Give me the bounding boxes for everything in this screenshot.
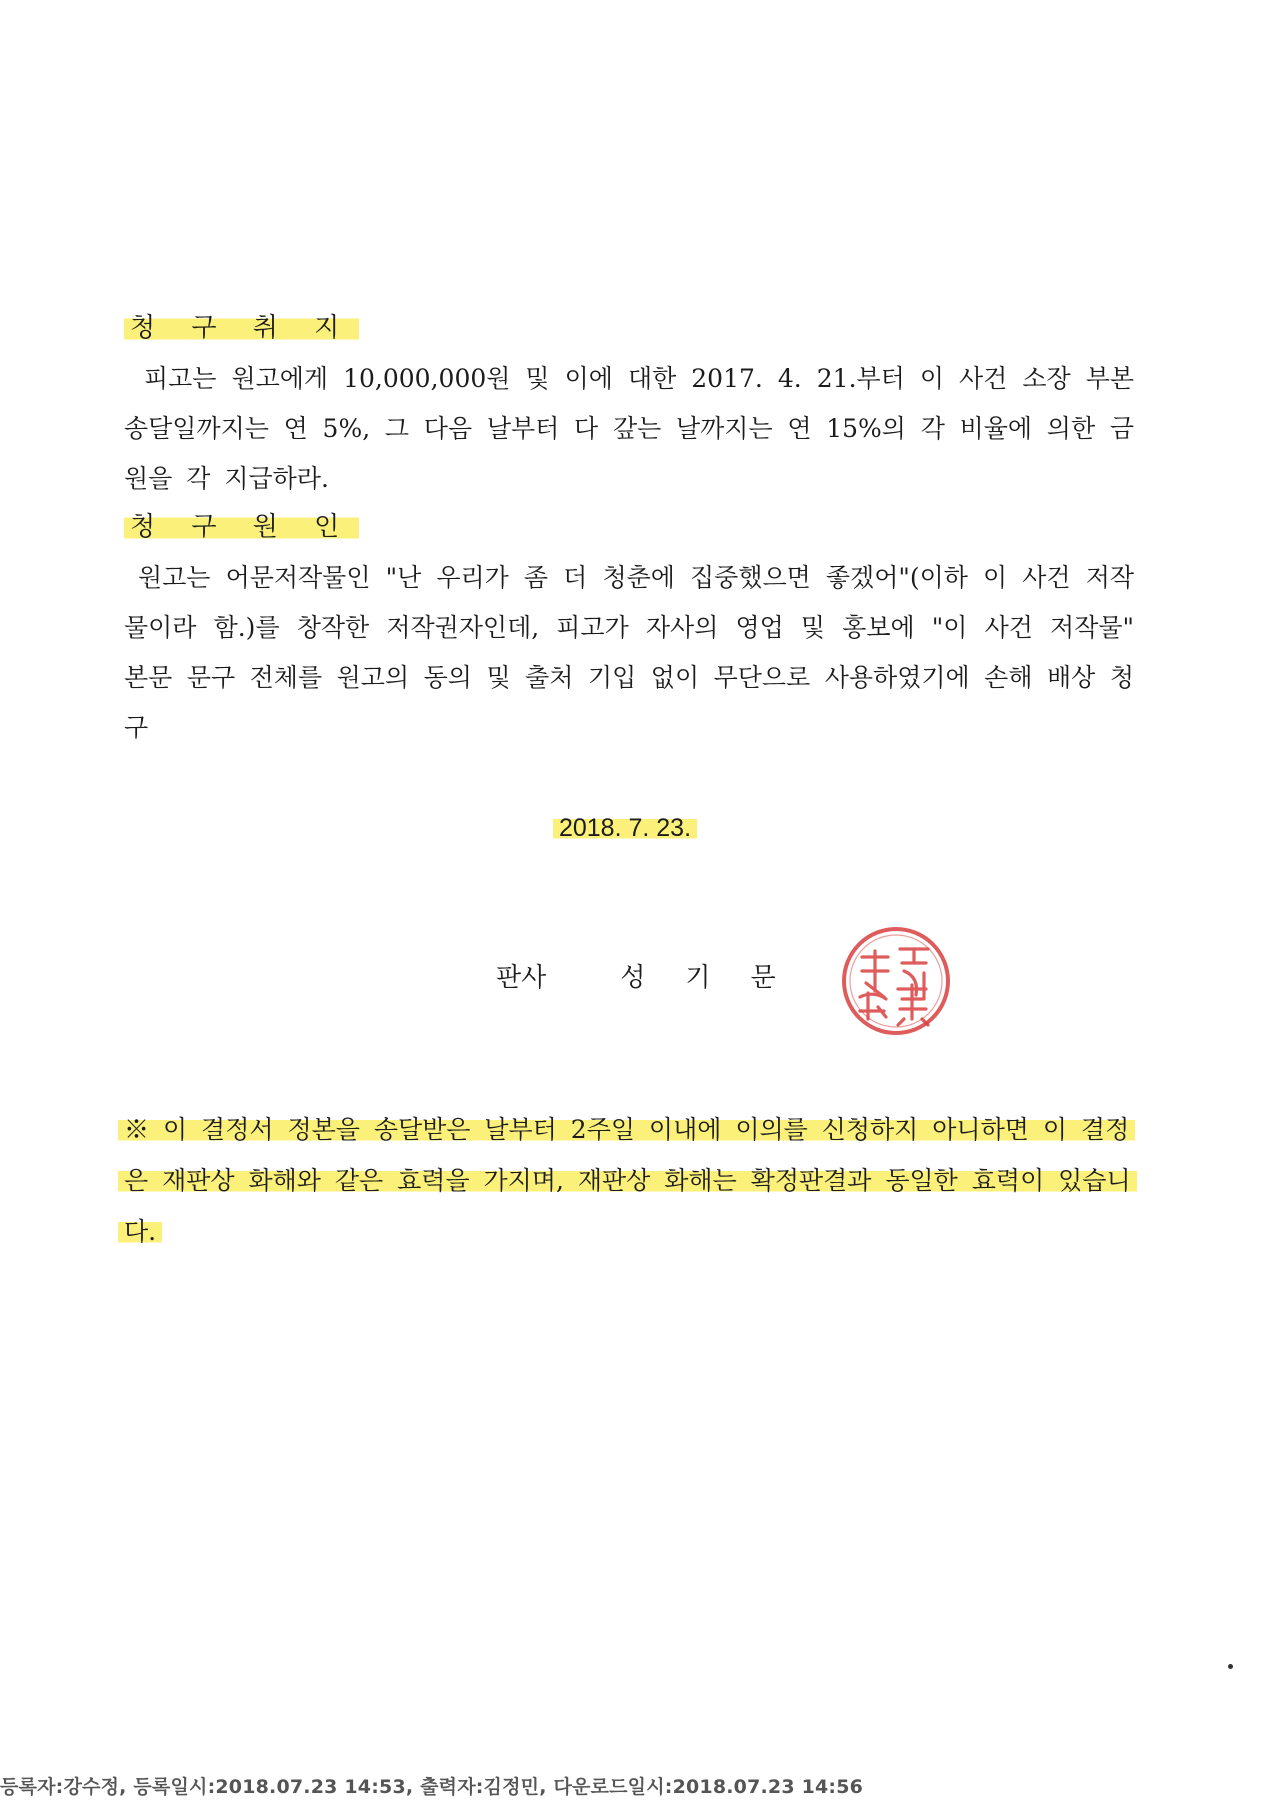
scan-speck xyxy=(1228,1664,1233,1669)
decision-date-text: 2018. 7. 23. xyxy=(553,814,697,842)
judge-signature xyxy=(496,958,816,998)
notice-text xyxy=(118,1104,1133,1257)
claim-purpose-heading-text: 청 구 취 지 xyxy=(124,313,359,343)
judge-seal-stamp xyxy=(838,923,954,1039)
claim-purpose-text: 피고는 원고에게 10,000,000원 및 이에 대한 2017. 4. 21.부터 이 사건 소장 부본 송달일까지는 연 5%, 그 다음 날부터 다 갚는 날까지는 연 15%의 각 비율에 의한 금원을 각 지급하라. xyxy=(124,364,1134,493)
judge-role: 판사 xyxy=(496,963,547,993)
judge-name: 성기문 xyxy=(620,963,816,993)
notice-text-highlighted: ※ 이 결정서 정본을 송달받은 날부터 2주일 이내에 이의를 신청하지 아니하면 이 결정은 재판상 화해와 같은 효력을 가지며, 재판상 화해는 확정판결과 동일한 효력이 있습니다. xyxy=(118,1115,1137,1246)
claim-cause-heading-text: 청 구 원 인 xyxy=(124,512,359,542)
print-footer: 등록자:강수정, 등록일시:2018.07.23 14:53, 출력자:김정민, 다운로드일시:2018.07.23 14:56 xyxy=(0,1776,864,1798)
claim-cause-heading xyxy=(124,507,359,547)
claim-cause-text: 원고는 어문저작물인 "난 우리가 좀 더 청춘에 집중했으면 좋겠어"(이하 이 사건 저작물이라 함.)를 창작한 저작권자인데, 피고가 자사의 영업 및 홍보에 "이 사건 저작물" 본문 문구 전체를 원고의 동의 및 출처 기입 없이 무단으로 사용하였기에 손해 배상 청구 xyxy=(124,563,1134,742)
decision-date xyxy=(0,808,1250,848)
claim-purpose-heading xyxy=(124,308,359,348)
